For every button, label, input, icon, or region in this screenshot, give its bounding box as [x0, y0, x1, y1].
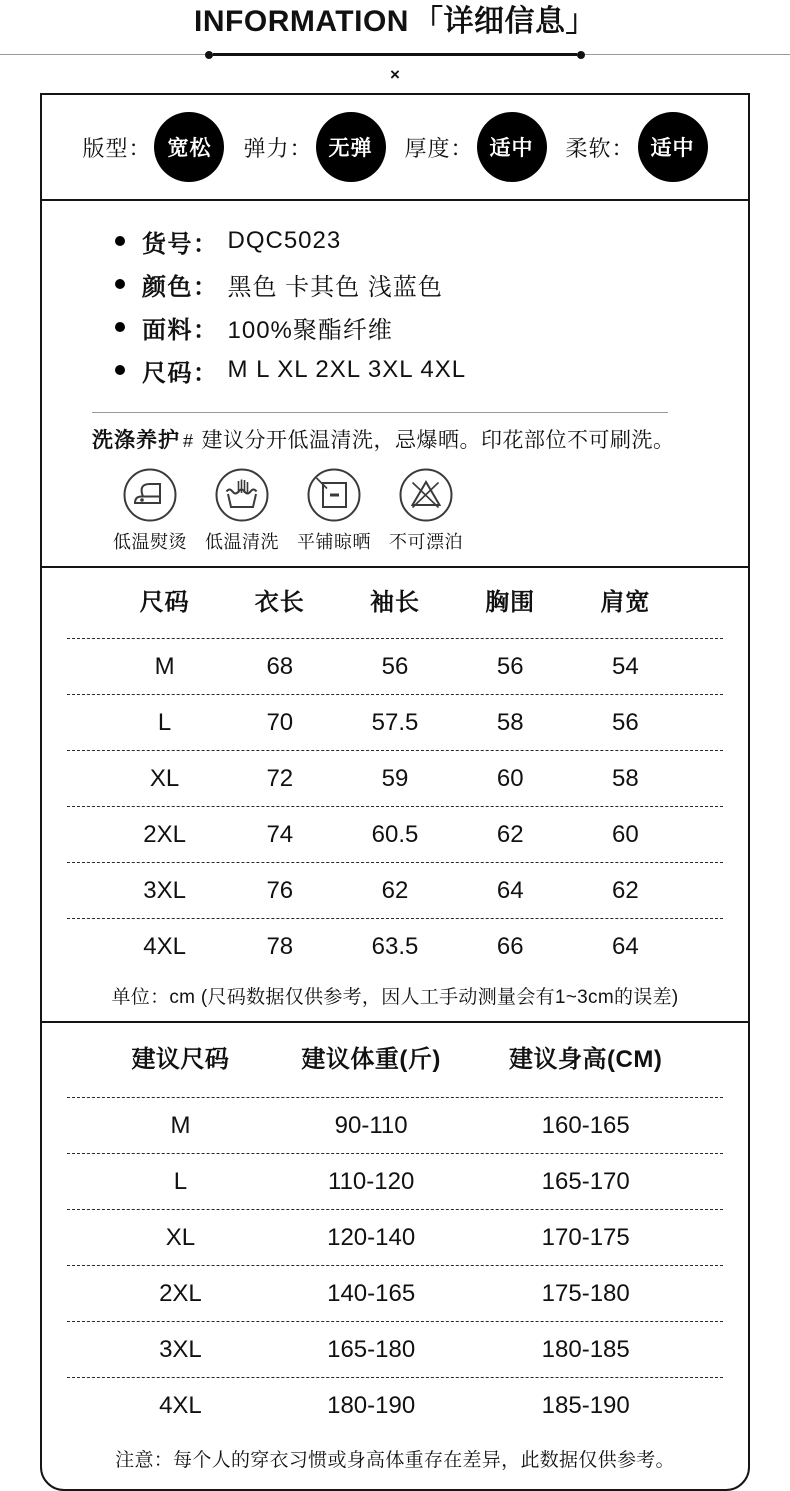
table-row	[67, 1266, 723, 1322]
attribute-badge	[566, 112, 708, 182]
dry-flat-icon	[306, 467, 362, 523]
table-cell: 56	[612, 709, 639, 736]
table-row	[67, 863, 723, 919]
page-header	[0, 0, 790, 83]
table-cell: 64	[496, 877, 524, 904]
table-row-cells	[107, 807, 683, 862]
table-cell: 175-180	[541, 1280, 630, 1307]
page-title-en: INFORMATION	[194, 5, 409, 38]
table-header-cells	[107, 568, 683, 638]
table-cell: 56	[381, 653, 409, 680]
size-table-section	[42, 566, 748, 1021]
table-cell: 2XL	[159, 1280, 202, 1307]
table-row-cells	[107, 751, 683, 806]
care-icon-item	[104, 467, 196, 554]
table-cell: 58	[612, 765, 639, 792]
table-cell: XL	[149, 765, 180, 792]
detail-value: 100%聚酯纤维	[227, 316, 393, 344]
attribute-label: 厚度：	[404, 135, 474, 161]
care-icon-label: 低温熨烫	[113, 532, 187, 552]
detail-label: 颜色：	[142, 273, 219, 301]
table-cell: XL	[165, 1224, 196, 1251]
column-header: 衣长	[254, 589, 305, 616]
attribute-value-badge: 适中	[638, 112, 708, 182]
table-cell: 54	[612, 653, 639, 680]
no-bleach-icon	[398, 467, 454, 523]
detail-label: 尺码：	[142, 359, 219, 387]
fit-table-note: 注意：每个人的穿衣习惯或身高体重存在差异，此数据仅供参考。	[115, 1450, 675, 1471]
table-cell: 165-180	[327, 1336, 416, 1363]
table-cell: 60	[496, 765, 524, 792]
fit-table	[67, 1023, 723, 1433]
table-cell: 58	[496, 709, 524, 736]
care-note-text: 建议分开低温清洗，忌爆晒。印花部位不可刷洗。	[201, 429, 675, 452]
table-row-cells	[97, 1210, 693, 1265]
care-icon-label: 低温清洗	[205, 532, 279, 552]
size-table-note: 单位：cm (尺码数据仅供参考，因人工手动测量会有1~3cm的误差)	[111, 987, 679, 1008]
table-cell: 62	[612, 877, 639, 904]
care-note-hash: #	[183, 431, 194, 451]
table-row-cells	[107, 695, 683, 750]
care-icon-item	[288, 467, 380, 554]
table-row-cells	[97, 1154, 693, 1209]
table-row	[67, 919, 723, 974]
table-cell: 60	[612, 821, 639, 848]
table-row-cells	[107, 639, 683, 694]
table-cell: 90-110	[334, 1112, 408, 1139]
detail-value: 黑色 卡其色 浅蓝色	[227, 273, 443, 301]
care-icon-item	[196, 467, 288, 554]
care-section	[42, 412, 748, 566]
care-icon-item	[380, 467, 472, 554]
table-cell: M	[170, 1112, 191, 1139]
column-header: 袖长	[369, 589, 420, 616]
table-cell: 57.5	[371, 709, 419, 736]
table-cell: 72	[266, 765, 294, 792]
table-row	[67, 639, 723, 695]
dot-icon	[577, 51, 585, 59]
table-cell: 120-140	[327, 1224, 416, 1251]
column-header: 肩宽	[600, 589, 651, 616]
table-cell: 3XL	[143, 877, 186, 904]
attribute-label: 版型：	[82, 135, 152, 161]
title-underline	[205, 50, 585, 59]
table-cell: 62	[496, 821, 524, 848]
page-title	[0, 2, 790, 42]
attribute-value-badge: 适中	[477, 112, 547, 182]
x-mark: ×	[390, 65, 400, 84]
attribute-badges	[42, 95, 748, 199]
table-cell: L	[157, 709, 172, 736]
table-cell: 140-165	[327, 1280, 416, 1307]
table-row	[67, 1098, 723, 1154]
bullet-icon	[115, 322, 125, 332]
table-row-cells	[107, 919, 683, 974]
iron-low-icon	[122, 467, 178, 523]
table-cell: 3XL	[159, 1336, 202, 1363]
bullet-icon	[115, 365, 125, 375]
bullet-icon	[115, 279, 125, 289]
table-cell: 160-165	[541, 1112, 630, 1139]
detail-row	[115, 227, 748, 258]
detail-value: M L XL 2XL 3XL 4XL	[227, 356, 467, 383]
table-row	[67, 1378, 723, 1433]
product-details	[42, 199, 748, 403]
table-cell: 68	[266, 653, 294, 680]
underline-segment	[213, 53, 577, 56]
table-cell: M	[154, 653, 175, 680]
table-cell: 110-120	[328, 1168, 415, 1195]
fit-table-section	[42, 1021, 748, 1489]
table-cell: 76	[266, 877, 294, 904]
care-note	[42, 424, 748, 454]
table-header-cells	[97, 1023, 693, 1097]
info-card	[40, 93, 750, 1491]
attribute-badge	[82, 112, 224, 182]
care-icon-label: 不可漂泊	[389, 532, 463, 552]
table-cell: 56	[496, 653, 524, 680]
detail-label: 面料：	[142, 316, 219, 344]
detail-row	[115, 356, 748, 387]
column-header: 建议体重(斤)	[301, 1046, 441, 1073]
table-cell: 60.5	[371, 821, 419, 848]
attribute-badge	[243, 112, 385, 182]
dot-icon	[205, 51, 213, 59]
care-divider	[92, 412, 668, 413]
detail-value: DQC5023	[227, 227, 342, 254]
table-cell: 74	[266, 821, 294, 848]
table-cell: 4XL	[159, 1392, 202, 1419]
attribute-badge	[405, 112, 547, 182]
detail-row	[115, 272, 748, 301]
detail-row	[115, 315, 748, 344]
table-cell: 63.5	[371, 933, 419, 960]
table-row	[67, 751, 723, 807]
table-cell: 66	[496, 933, 524, 960]
attribute-value-badge: 无弹	[316, 112, 386, 182]
table-cell: 170-175	[541, 1224, 630, 1251]
table-row-cells	[97, 1322, 693, 1377]
table-cell: 78	[266, 933, 294, 960]
table-cell: 4XL	[143, 933, 186, 960]
page-title-zh: 「详细信息」	[412, 5, 596, 38]
attribute-label: 弹力：	[243, 135, 313, 161]
table-row	[67, 695, 723, 751]
care-note-label: 洗涤养护	[92, 429, 180, 452]
care-icon-label: 平铺晾晒	[297, 532, 371, 552]
table-row-cells	[107, 863, 683, 918]
hand-wash-low-icon	[214, 467, 270, 523]
detail-label: 货号：	[142, 230, 219, 258]
table-row	[67, 1210, 723, 1266]
attribute-value-badge: 宽松	[154, 112, 224, 182]
table-row	[67, 1322, 723, 1378]
column-header: 尺码	[139, 589, 190, 616]
table-row	[67, 807, 723, 863]
table-cell: 59	[381, 765, 409, 792]
care-icons	[42, 467, 748, 554]
table-header-row	[67, 1023, 723, 1098]
size-table	[67, 568, 723, 974]
table-cell: 64	[612, 933, 639, 960]
column-header: 建议尺码	[131, 1046, 230, 1073]
table-row	[67, 1154, 723, 1210]
bullet-icon	[115, 236, 125, 246]
table-header-row	[67, 568, 723, 639]
table-cell: 70	[266, 709, 294, 736]
table-cell: 180-190	[327, 1392, 416, 1419]
column-header: 建议身高(CM)	[509, 1046, 663, 1073]
table-cell: 165-170	[541, 1168, 630, 1195]
title-divider	[0, 50, 790, 59]
table-cell: 62	[381, 877, 409, 904]
table-cell: 180-185	[541, 1336, 630, 1363]
table-cell: 2XL	[143, 821, 186, 848]
column-header: 胸围	[485, 589, 536, 616]
table-row-cells	[97, 1098, 693, 1153]
table-cell: 185-190	[541, 1392, 630, 1419]
table-cell: L	[173, 1168, 188, 1195]
table-row-cells	[97, 1266, 693, 1321]
table-row-cells	[97, 1378, 693, 1433]
attribute-label: 柔软：	[565, 135, 635, 161]
